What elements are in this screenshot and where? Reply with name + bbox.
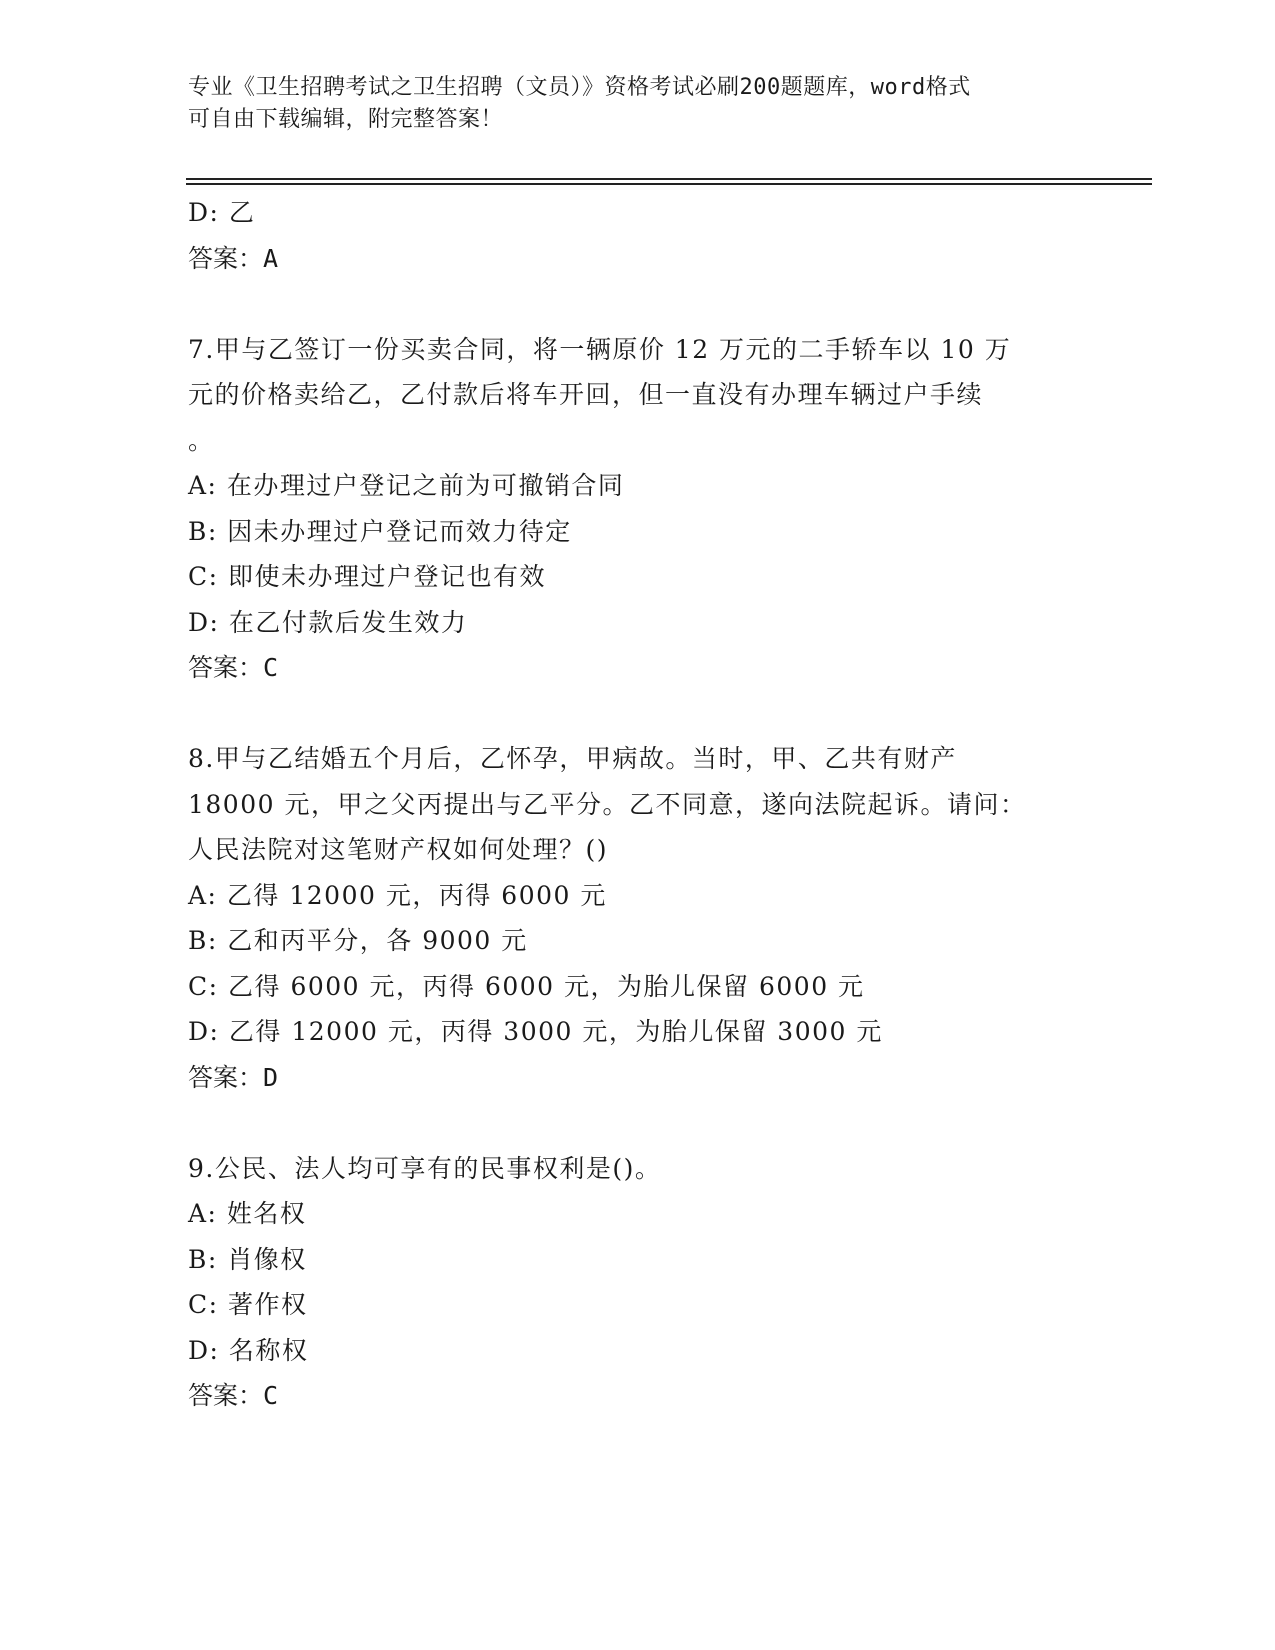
question-text-line: 9.公民、法人均可享有的民事权利是()。 xyxy=(188,1153,662,1183)
option-a: A: 乙得 12000 元，丙得 6000 元 xyxy=(188,880,607,910)
answer-label: 答案： xyxy=(188,243,264,273)
question-block xyxy=(188,736,1068,1100)
question-text-line: 7.甲与乙签订一份买卖合同，将一辆原价 12 万元的二手轿车以 10 万 xyxy=(188,334,1012,364)
spacer xyxy=(188,1100,1068,1146)
option-b: B: 肖像权 xyxy=(188,1244,307,1274)
option-d: D: 在乙付款后发生效力 xyxy=(188,607,468,637)
header-line-1: 专业《卫生招聘考试之卫生招聘（文员）》资格考试必刷200题题库，word格式 xyxy=(188,75,971,100)
answer-value: C xyxy=(263,653,279,682)
question-text-line: 人民法院对这笔财产权如何处理？() xyxy=(188,835,609,864)
option-d: D: 乙 xyxy=(188,198,256,227)
question-block xyxy=(188,1146,1068,1419)
spacer xyxy=(188,691,1068,737)
answer-value: C xyxy=(263,1381,279,1410)
spacer xyxy=(188,281,1068,327)
document-header xyxy=(188,72,1068,136)
answer-line xyxy=(188,1373,1068,1419)
question-text-line: 元的价格卖给乙，乙付款后将车开回，但一直没有办理车辆过户手续 xyxy=(188,380,984,409)
answer-label: 答案： xyxy=(188,1062,264,1092)
answer-label: 答案： xyxy=(188,653,264,682)
answer-value: D xyxy=(263,1062,279,1092)
option-c: C: 著作权 xyxy=(188,1290,308,1319)
answer-line xyxy=(188,236,1068,282)
option-a: A: 在办理过户登记之前为可撤销合同 xyxy=(188,471,625,500)
option-c: C: 即使未办理过户登记也有效 xyxy=(188,562,546,591)
option-d: D: 名称权 xyxy=(188,1335,309,1365)
header-divider-bottom xyxy=(186,183,1152,185)
answer-line xyxy=(188,645,1068,691)
option-b: B: 因未办理过户登记而效力待定 xyxy=(188,516,572,546)
question-text-line: 8.甲与乙结婚五个月后，乙怀孕，甲病故。当时，甲、乙共有财产 xyxy=(188,744,957,773)
header-line-2: 可自由下载编辑，附完整答案！ xyxy=(188,107,504,132)
answer-value: A xyxy=(263,243,279,273)
question-text-line: 18000 元，甲之父丙提出与乙平分。乙不同意，遂向法院起诉。请问： xyxy=(188,789,1027,819)
answer-line xyxy=(188,1055,1068,1101)
question-block xyxy=(188,327,1068,691)
question-text-line: 。 xyxy=(188,425,215,455)
document-body xyxy=(188,190,1068,1419)
option-b: B: 乙和丙平分，各 9000 元 xyxy=(188,926,528,955)
answer-label: 答案： xyxy=(188,1381,264,1410)
option-c: C: 乙得 6000 元，丙得 6000 元，为胎儿保留 6000 元 xyxy=(188,971,865,1001)
option-d: D: 乙得 12000 元，丙得 3000 元，为胎儿保留 3000 元 xyxy=(188,1017,883,1046)
option-a: A: 姓名权 xyxy=(188,1199,307,1228)
header-divider-top xyxy=(186,178,1152,180)
